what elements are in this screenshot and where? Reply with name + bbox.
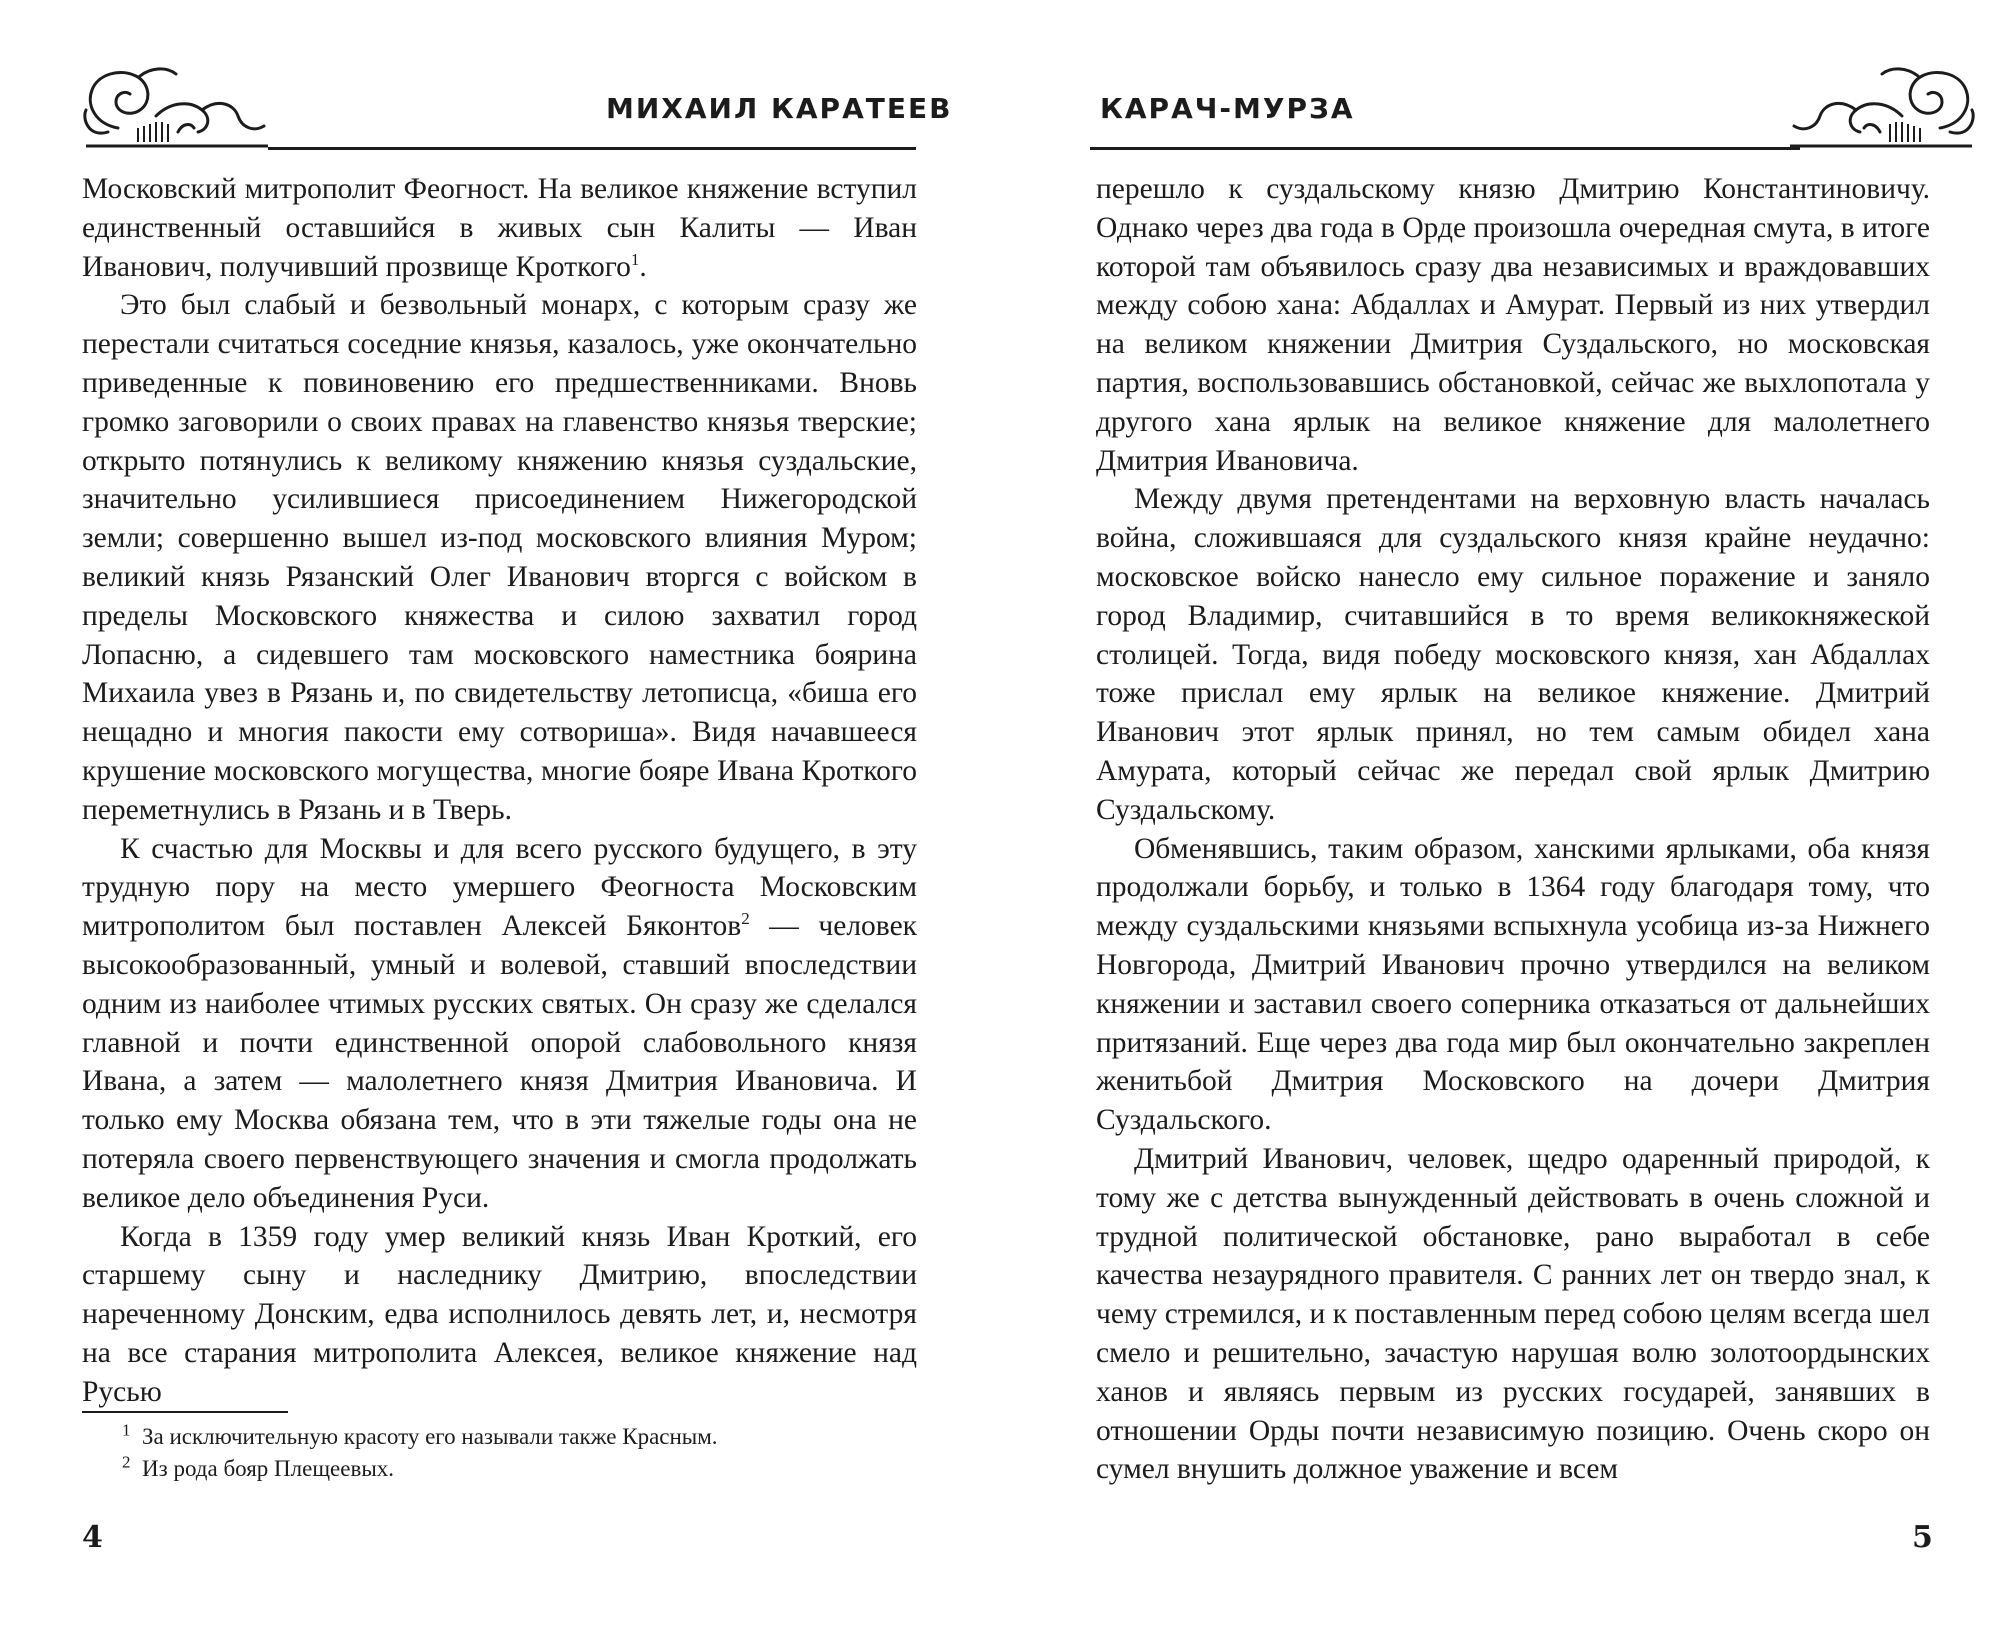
footnotes: [82, 1421, 882, 1485]
paragraph: Это был слабый и безвольный монарх, с которым сразу же перестали считаться соседние князья, казалось, уже окончательно приведенные к повиновению его предшественниками. Вновь громко заговорили о своих правах на главенство князья тверские; открыто потянулись к великому княжению князья суздальские, значительно усилившиеся присоединением Нижегородской земли; совершенно вышел из-под московского влияния Муром; великий князь Рязанский Олег Иванович вторгся с войском в пределы Московского княжества и силою захватил город Лопасню, а сидевшего там московского наместника боярина Михаила увез в Рязань и, по свидетельству летописца, «биша его нещадно и многия пакости ему сотвориша». Видя начавшееся крушение московского могущества, многие бояре Ивана Кроткого переметнулись в Рязань и в Тверь.: [82, 289, 917, 826]
right-page: [1000, 0, 2000, 1640]
footnote-mark: 1: [630, 249, 640, 269]
footnote: $^2$ Из рода бояр Плещеевых.: [122, 1452, 395, 1481]
ornament-icon: [1790, 62, 1980, 148]
footnote-rule: [82, 1411, 288, 1413]
paragraph: Обменявшись, таким образом, ханскими ярлыками, оба князя продолжали борьбу, и только в 1364 году благодаря тому, что между суздальскими князьями вспыхнула усобица из-за Нижнего Новгорода, Дмитрий Иванович прочно утвердился на великом княжении и заставил своего соперника отказаться от дальнейших притязаний. Еще через два года мир был окончательно закреплен женитьбой Дмитрия Московского на дочери Дмитрия Суздальского.: [1096, 832, 1930, 1137]
running-header-author: МИХАИЛ КАРАТЕЕВ: [606, 92, 953, 125]
paragraph: Московский митрополит Феогност. На великое княжение вступил единственный оставшийся в живых сын Калиты — Иван Иванович, получивший прозвище Кроткого$^1$.: [82, 173, 917, 283]
header-rule: [1090, 147, 1800, 150]
paragraph: перешло к суздальскому князю Дмитрию Константиновичу. Однако через два года в Орде произошла очередная смута, в итоге которой там объявилось сразу два независимых и враждовавших между собою хана: Абдаллах и Амурат. Первый из них утвердил на великом княжении Дмитрия Суздальского, но московская партия, воспользовавшись обстановкой, сейчас же выхлопотала у другого хана ярлык на великое княжение для малолетнего Дмитрия Ивановича.: [1096, 173, 1930, 477]
footnote: $^1$ За исключительную красоту его называли также Красным.: [122, 1420, 718, 1449]
paragraph: К счастью для Москвы и для всего русского будущего, в эту трудную пору на место умершего Феогноста Московским митрополитом был поставлен Алексей Бяконтов$^2$ — человек высокообразованный, умный и волевой, ставший впоследствии одним из наиболее чтимых русских святых. Он сразу же сделался главной и почти единственной опорой слабовольного князя Ивана, а затем — малолетнего князя Дмитрия Ивановича. И только ему Москва обязана тем, что в эти тяжелые годы она не потеряла своего первенствующего значения и смогла продолжать великое дело объединения Руси.: [82, 832, 917, 1214]
ornament-icon: [78, 62, 268, 148]
page-number-right: 5: [1912, 1520, 1933, 1555]
paragraph: Когда в 1359 году умер великий князь Иван Кроткий, его старшему сыну и наследнику Дмитрию, впоследствии нареченному Донским, едва исполнилось девять лет, и, несмотря на все старания митрополита Алексея, великое княжение над Русью: [82, 1220, 917, 1408]
running-header-title: КАРАЧ-МУРЗА: [1100, 92, 1355, 125]
paragraph: Между двумя претендентами на верховную власть началась война, сложившаяся для суздальского князя крайне неудачно: московское войско нанесло ему сильное поражение и заняло город Владимир, считавшийся в то время великокняжеской столицей. Тогда, видя победу московского князя, хан Абдаллах тоже прислал ему ярлык на великое княжение. Дмитрий Иванович этот ярлык принял, но тем самым обидел хана Амурата, который сейчас же передал свой ярлык Дмитрию Суздальскому.: [1096, 483, 1930, 826]
paragraph: Дмитрий Иванович, человек, щедро одаренный природой, к тому же с детства вынужденный действовать в очень сложной и трудной политической обстановке, рано выработал в себе качества незаурядного правителя. С ранних лет он твердо знал, к чему стремился, и к поставленным перед собою целям всегда шел смело и решительно, зачастую нарушая волю золотоордынских ханов и являясь первым из русских государей, занявших в отношении Орды почти независимую позицию. Очень скоро он сумел внушить должное уважение и всем: [1096, 1142, 1930, 1486]
footnote-mark: 2: [741, 909, 750, 929]
page-number-left: 4: [82, 1520, 103, 1555]
left-body-text: [82, 170, 917, 1412]
header-rule: [268, 147, 916, 150]
right-body-text: [1096, 170, 1930, 1489]
